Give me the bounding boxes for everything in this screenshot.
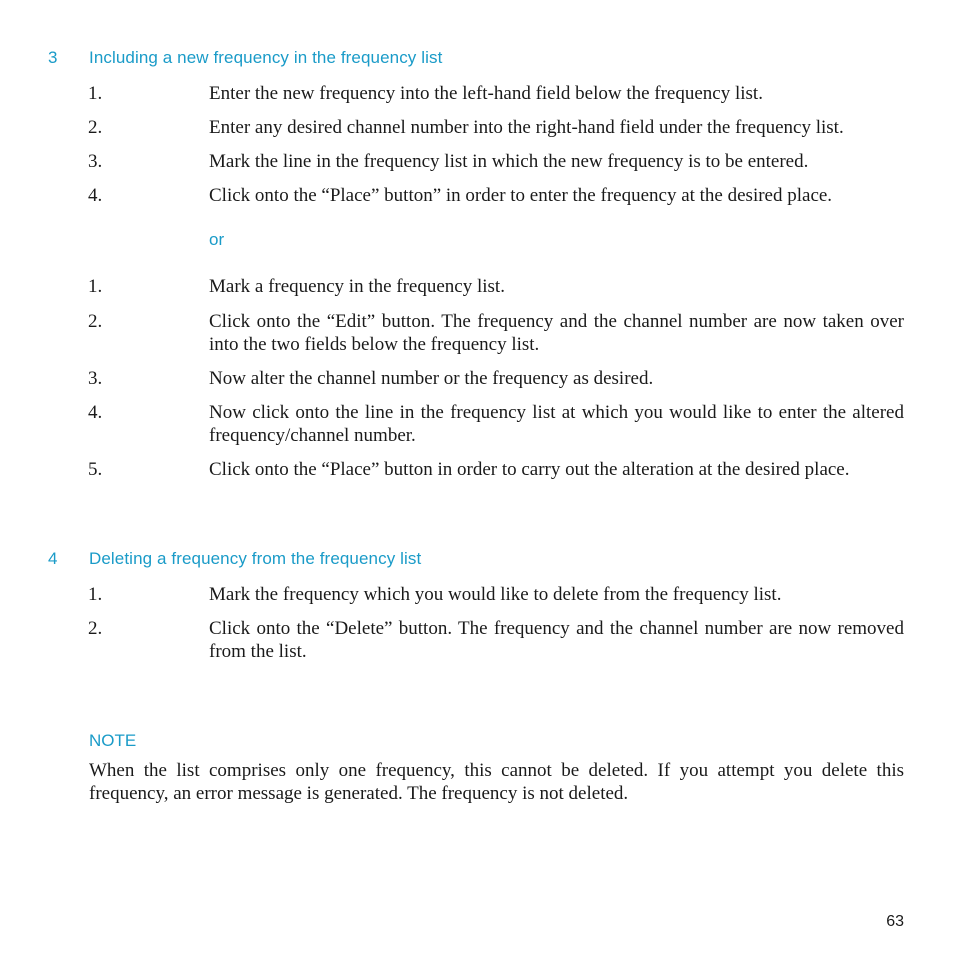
- list-item: [88, 401, 904, 447]
- note-text: When the list comprises only one frequency, this cannot be deleted. If you attempt you delete this frequency, an error message is generated. The frequency is not deleted.: [89, 760, 904, 804]
- step-text: Click onto the “Place” button in order to carry out the alteration at the desired place.: [209, 459, 850, 480]
- note-label: NOTE: [89, 731, 137, 750]
- list-item: [88, 82, 904, 105]
- step-number: 2.: [88, 117, 103, 138]
- step-number: 4.: [88, 402, 103, 423]
- page-number: 63: [886, 913, 904, 930]
- section-3-title: Including a new frequency in the frequency list: [89, 48, 443, 67]
- step-text: Mark the line in the frequency list in which the new frequency is to be entered.: [209, 151, 809, 172]
- list-item: [88, 275, 904, 298]
- section-4-heading: [48, 549, 421, 569]
- step-number: 2.: [88, 311, 103, 332]
- section-3-number: 3: [48, 48, 58, 67]
- list-item: [88, 367, 904, 390]
- list-item: [88, 583, 904, 606]
- step-number: 2.: [88, 618, 103, 639]
- step-text: Mark a frequency in the frequency list.: [209, 276, 505, 297]
- step-text: Mark the frequency which you would like to delete from the frequency list.: [209, 584, 782, 605]
- list-item: [88, 116, 904, 139]
- step-text: Click onto the “Delete” button. The frequency and the channel number are now removed from the list.: [209, 618, 904, 662]
- step-number: 1.: [88, 83, 103, 104]
- step-text: Click onto the “Edit” button. The frequency and the channel number are now taken over into the two fields below the frequency list.: [209, 311, 904, 355]
- step-number: 3.: [88, 368, 103, 389]
- list-item: [88, 184, 904, 207]
- step-number: 3.: [88, 151, 103, 172]
- step-text: Now alter the channel number or the frequency as desired.: [209, 368, 654, 389]
- step-number: 1.: [88, 276, 103, 297]
- step-text: Now click onto the line in the frequency list at which you would like to enter the altered frequency/channel number.: [209, 402, 904, 446]
- section-3-heading: [48, 48, 442, 68]
- step-text: Click onto the “Place” button” in order to enter the frequency at the desired place.: [209, 185, 833, 206]
- section-4-number: 4: [48, 549, 58, 568]
- section-4-title: Deleting a frequency from the frequency list: [89, 549, 422, 568]
- list-item: [88, 458, 904, 481]
- list-item: [88, 617, 904, 663]
- step-number: 1.: [88, 584, 103, 605]
- step-text: Enter any desired channel number into the right-hand field under the frequency list.: [209, 117, 844, 138]
- step-text: Enter the new frequency into the left-hand field below the frequency list.: [209, 83, 763, 104]
- step-number: 5.: [88, 459, 103, 480]
- step-number: 4.: [88, 185, 103, 206]
- or-label: or: [209, 230, 225, 249]
- list-item: [88, 310, 904, 356]
- list-item: [88, 150, 904, 173]
